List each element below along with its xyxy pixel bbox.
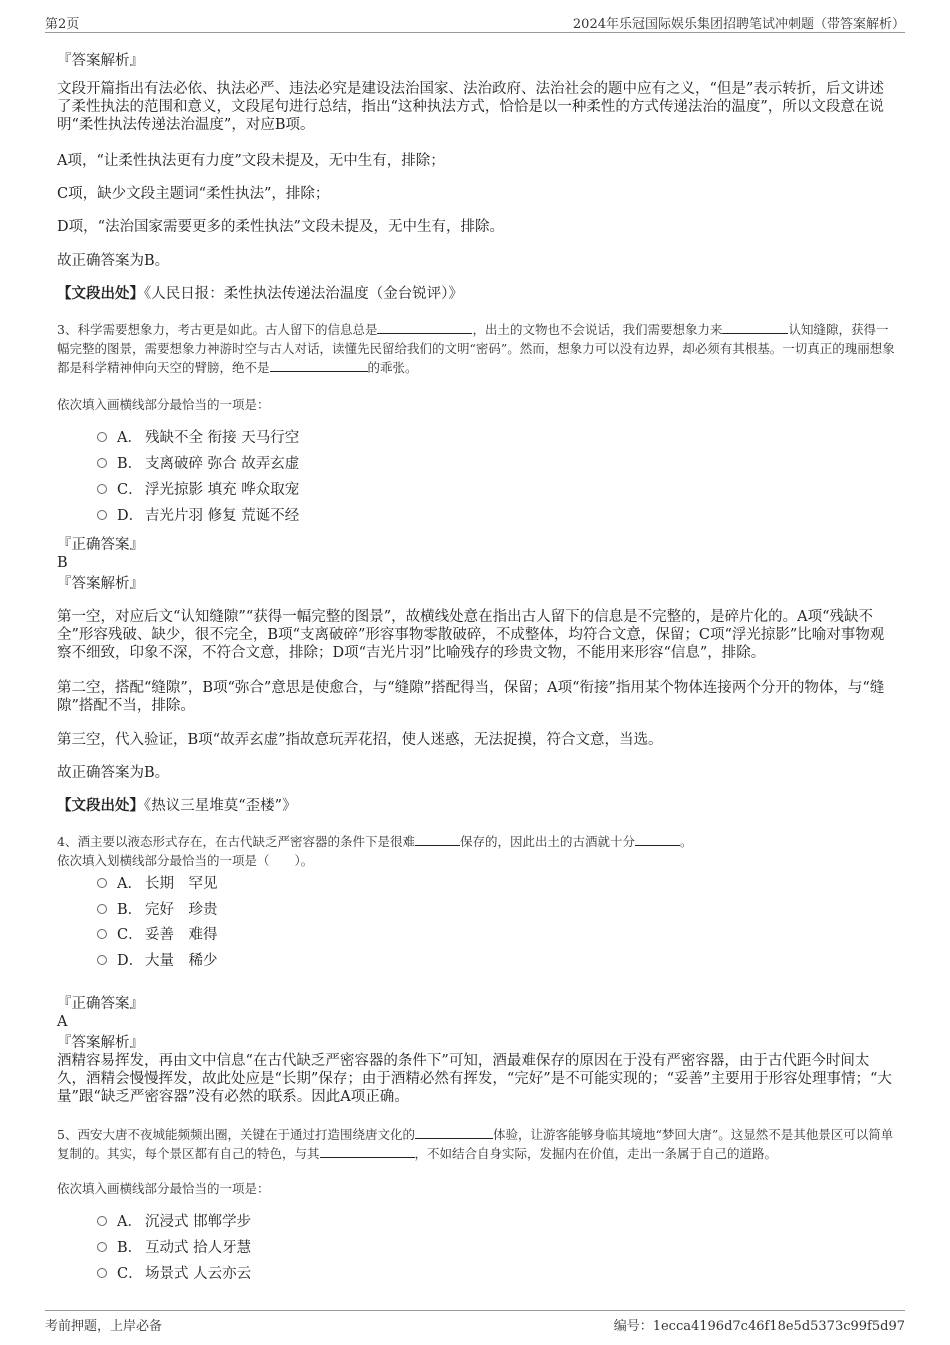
q2-analysis-d: D项，“法治国家需要更多的柔性执法”文段未提及，无中生有，排除。 <box>57 219 504 235</box>
q4-option-b[interactable]: B． 完好 珍贵 <box>97 900 218 920</box>
q5-blank-2 <box>320 1145 415 1158</box>
q3-option-c[interactable]: C． 浮光掠影 填充 哗众取宠 <box>97 480 299 500</box>
radio-icon[interactable] <box>97 458 107 468</box>
q2-conclusion: 故正确答案为B。 <box>57 253 170 269</box>
q3-stem: 3、科学需要想象力，考古更是如此。古人留下的信息总是 ，出土的文物也不会说话，我们需要想象力来 认知缝隙，获得一幅完整的图景，需要想象力神游时空与古人对话，读懂先民留给我们的文明“密码”。然而，想象力可以没有边界，却必须有其根基。一切真正的瑰丽想象都是科学精神伸向天空的臂膀，绝不是 的乖张。 <box>57 322 895 375</box>
q3-source-label: 【文段出处】 <box>57 797 144 814</box>
q3-answer-label: 『正确答案』 <box>57 537 144 553</box>
q3-conclusion: 故正确答案为B。 <box>57 765 170 781</box>
q3-analysis-label: 『答案解析』 <box>57 576 144 592</box>
q4-instruction: 依次填入划横线部分最恰当的一项是（ ）。 <box>57 853 314 868</box>
q3-answer: B <box>57 555 68 571</box>
q2-source <box>57 285 897 303</box>
radio-icon[interactable] <box>97 878 107 888</box>
q3-option-b[interactable]: B． 支离破碎 弥合 故弄玄虚 <box>97 454 299 474</box>
q3-analysis-3: 第三空，代入验证，B项“故弄玄虚”指故意玩弄花招，使人迷惑，无法捉摸，符合文意，当选。 <box>57 732 663 748</box>
q5-blank-1 <box>415 1126 493 1139</box>
q3-analysis-1: 第一空，对应后文“认知缝隙”“获得一幅完整的图景”，故横线处意在指出古人留下的信息是不完整的，是碎片化的。A项“残缺不全”形容残破、缺少，很不完全，B项“支离破碎”形容事物零散破碎，不成整体，均符合文意，保留；C项“浮光掠影”比喻对事物观察不细致，印象不深，不符合文意，排除；D项“吉光片羽”比喻残存的珍贵文物，不能用来形容“信息”，排除。 <box>57 609 885 661</box>
q2-source-label: 【文段出处】 <box>57 285 144 302</box>
q3-source <box>57 797 897 815</box>
q3-blank-3 <box>270 359 368 372</box>
radio-icon[interactable] <box>97 1268 107 1278</box>
q4-stem: 4、酒主要以液态形式存在，在古代缺乏严密容器的条件下是很难 保存的，因此出土的古酒就十分 。 <box>57 834 693 849</box>
radio-icon[interactable] <box>97 904 107 914</box>
radio-icon[interactable] <box>97 1216 107 1226</box>
q5-option-b[interactable]: B． 互动式 拾人牙慧 <box>97 1238 251 1258</box>
q4-option-c[interactable]: C． 妥善 难得 <box>97 925 218 945</box>
radio-icon[interactable] <box>97 929 107 939</box>
q3-blank-1 <box>377 321 472 334</box>
q3-source-text: 《热议三星堆莫“歪楼”》 <box>144 798 297 814</box>
q3-instruction: 依次填入画横线部分最恰当的一项是： <box>57 397 270 412</box>
q2-analysis-a: A项，“让柔性执法更有力度”文段未提及，无中生有，排除； <box>57 153 445 169</box>
radio-icon[interactable] <box>97 955 107 965</box>
q2-analysis-c: C项，缺少文段主题词“柔性执法”，排除； <box>57 186 330 202</box>
q4-blank-1 <box>415 833 460 846</box>
q5-stem: 5、西安大唐不夜城能频频出圈，关键在于通过打造围绕唐文化的 体验，让游客能够身临其境地“梦回大唐”。这显然不是其他景区可以简单复制的。其实，每个景区都有自己的特色，与其 ，不如结合自身实际，发掘内在价值，走出一条属于自己的道路。 <box>57 1127 894 1161</box>
q5-instruction: 依次填入画横线部分最恰当的一项是： <box>57 1181 270 1196</box>
q3-option-d[interactable]: D． 吉光片羽 修复 荒诞不经 <box>97 506 299 526</box>
footer-code: 编号：1ecca4196d7c46f18e5d5373c99f5d97 <box>613 1319 905 1334</box>
radio-icon[interactable] <box>97 432 107 442</box>
footer-slogan: 考前押题，上岸必备 <box>45 1319 163 1334</box>
q4-answer: A <box>57 1014 68 1030</box>
q2-source-text: 《人民日报：柔性执法传递法治温度（金台锐评）》 <box>144 286 463 302</box>
q2-analysis-p1: 文段开篇指出有法必依、执法必严、违法必究是建设法治国家、法治政府、法治社会的题中应有之义，“但是”表示转折，后文讲述了柔性执法的范围和意义，文段尾句进行总结，指出“这种执法方式，恰恰是以一种柔性的方式传递法治的温度”，所以文段意在说明“柔性执法传递法治温度”，对应B项。 <box>57 81 884 133</box>
q4-answer-label: 『正确答案』 <box>57 996 144 1012</box>
q2-analysis-label: 『答案解析』 <box>57 53 144 69</box>
q4-option-a[interactable]: A． 长期 罕见 <box>97 874 218 894</box>
document-title: 2024年乐冠国际娱乐集团招聘笔试冲刺题（带答案解析） <box>572 17 905 32</box>
q3-option-a[interactable]: A． 残缺不全 衔接 天马行空 <box>97 428 299 448</box>
q3-blank-2 <box>722 321 788 334</box>
radio-icon[interactable] <box>97 1242 107 1252</box>
radio-icon[interactable] <box>97 510 107 520</box>
q4-analysis-label: 『答案解析』 <box>57 1035 144 1051</box>
q4-analysis: 酒精容易挥发，再由文中信息“在古代缺乏严密容器的条件下”可知，酒最难保存的原因在于没有严密容器，由于古代距今时间太久，酒精会慢慢挥发，故此处应是“长期”保存；由于酒精必然有挥发，“完好”是不可能实现的；“妥善”主要用于形容处理事情；“大量”跟“缺乏严密容器”没有必然的联系。因此A项正确。 <box>57 1053 892 1105</box>
q4-option-d[interactable]: D． 大量 稀少 <box>97 951 218 971</box>
q4-blank-2 <box>635 833 680 846</box>
radio-icon[interactable] <box>97 484 107 494</box>
q5-option-c[interactable]: C． 场景式 人云亦云 <box>97 1264 251 1284</box>
page-header <box>45 12 905 33</box>
q3-analysis-2: 第二空，搭配“缝隙”，B项“弥合”意思是使愈合，与“缝隙”搭配得当，保留；A项“衔接”指用某个物体连接两个分开的物体，与“缝隙”搭配不当，排除。 <box>57 680 885 714</box>
q5-option-a[interactable]: A． 沉浸式 邯郸学步 <box>97 1212 251 1232</box>
page-number: 第2页 <box>45 17 80 32</box>
page-footer <box>45 1310 905 1334</box>
